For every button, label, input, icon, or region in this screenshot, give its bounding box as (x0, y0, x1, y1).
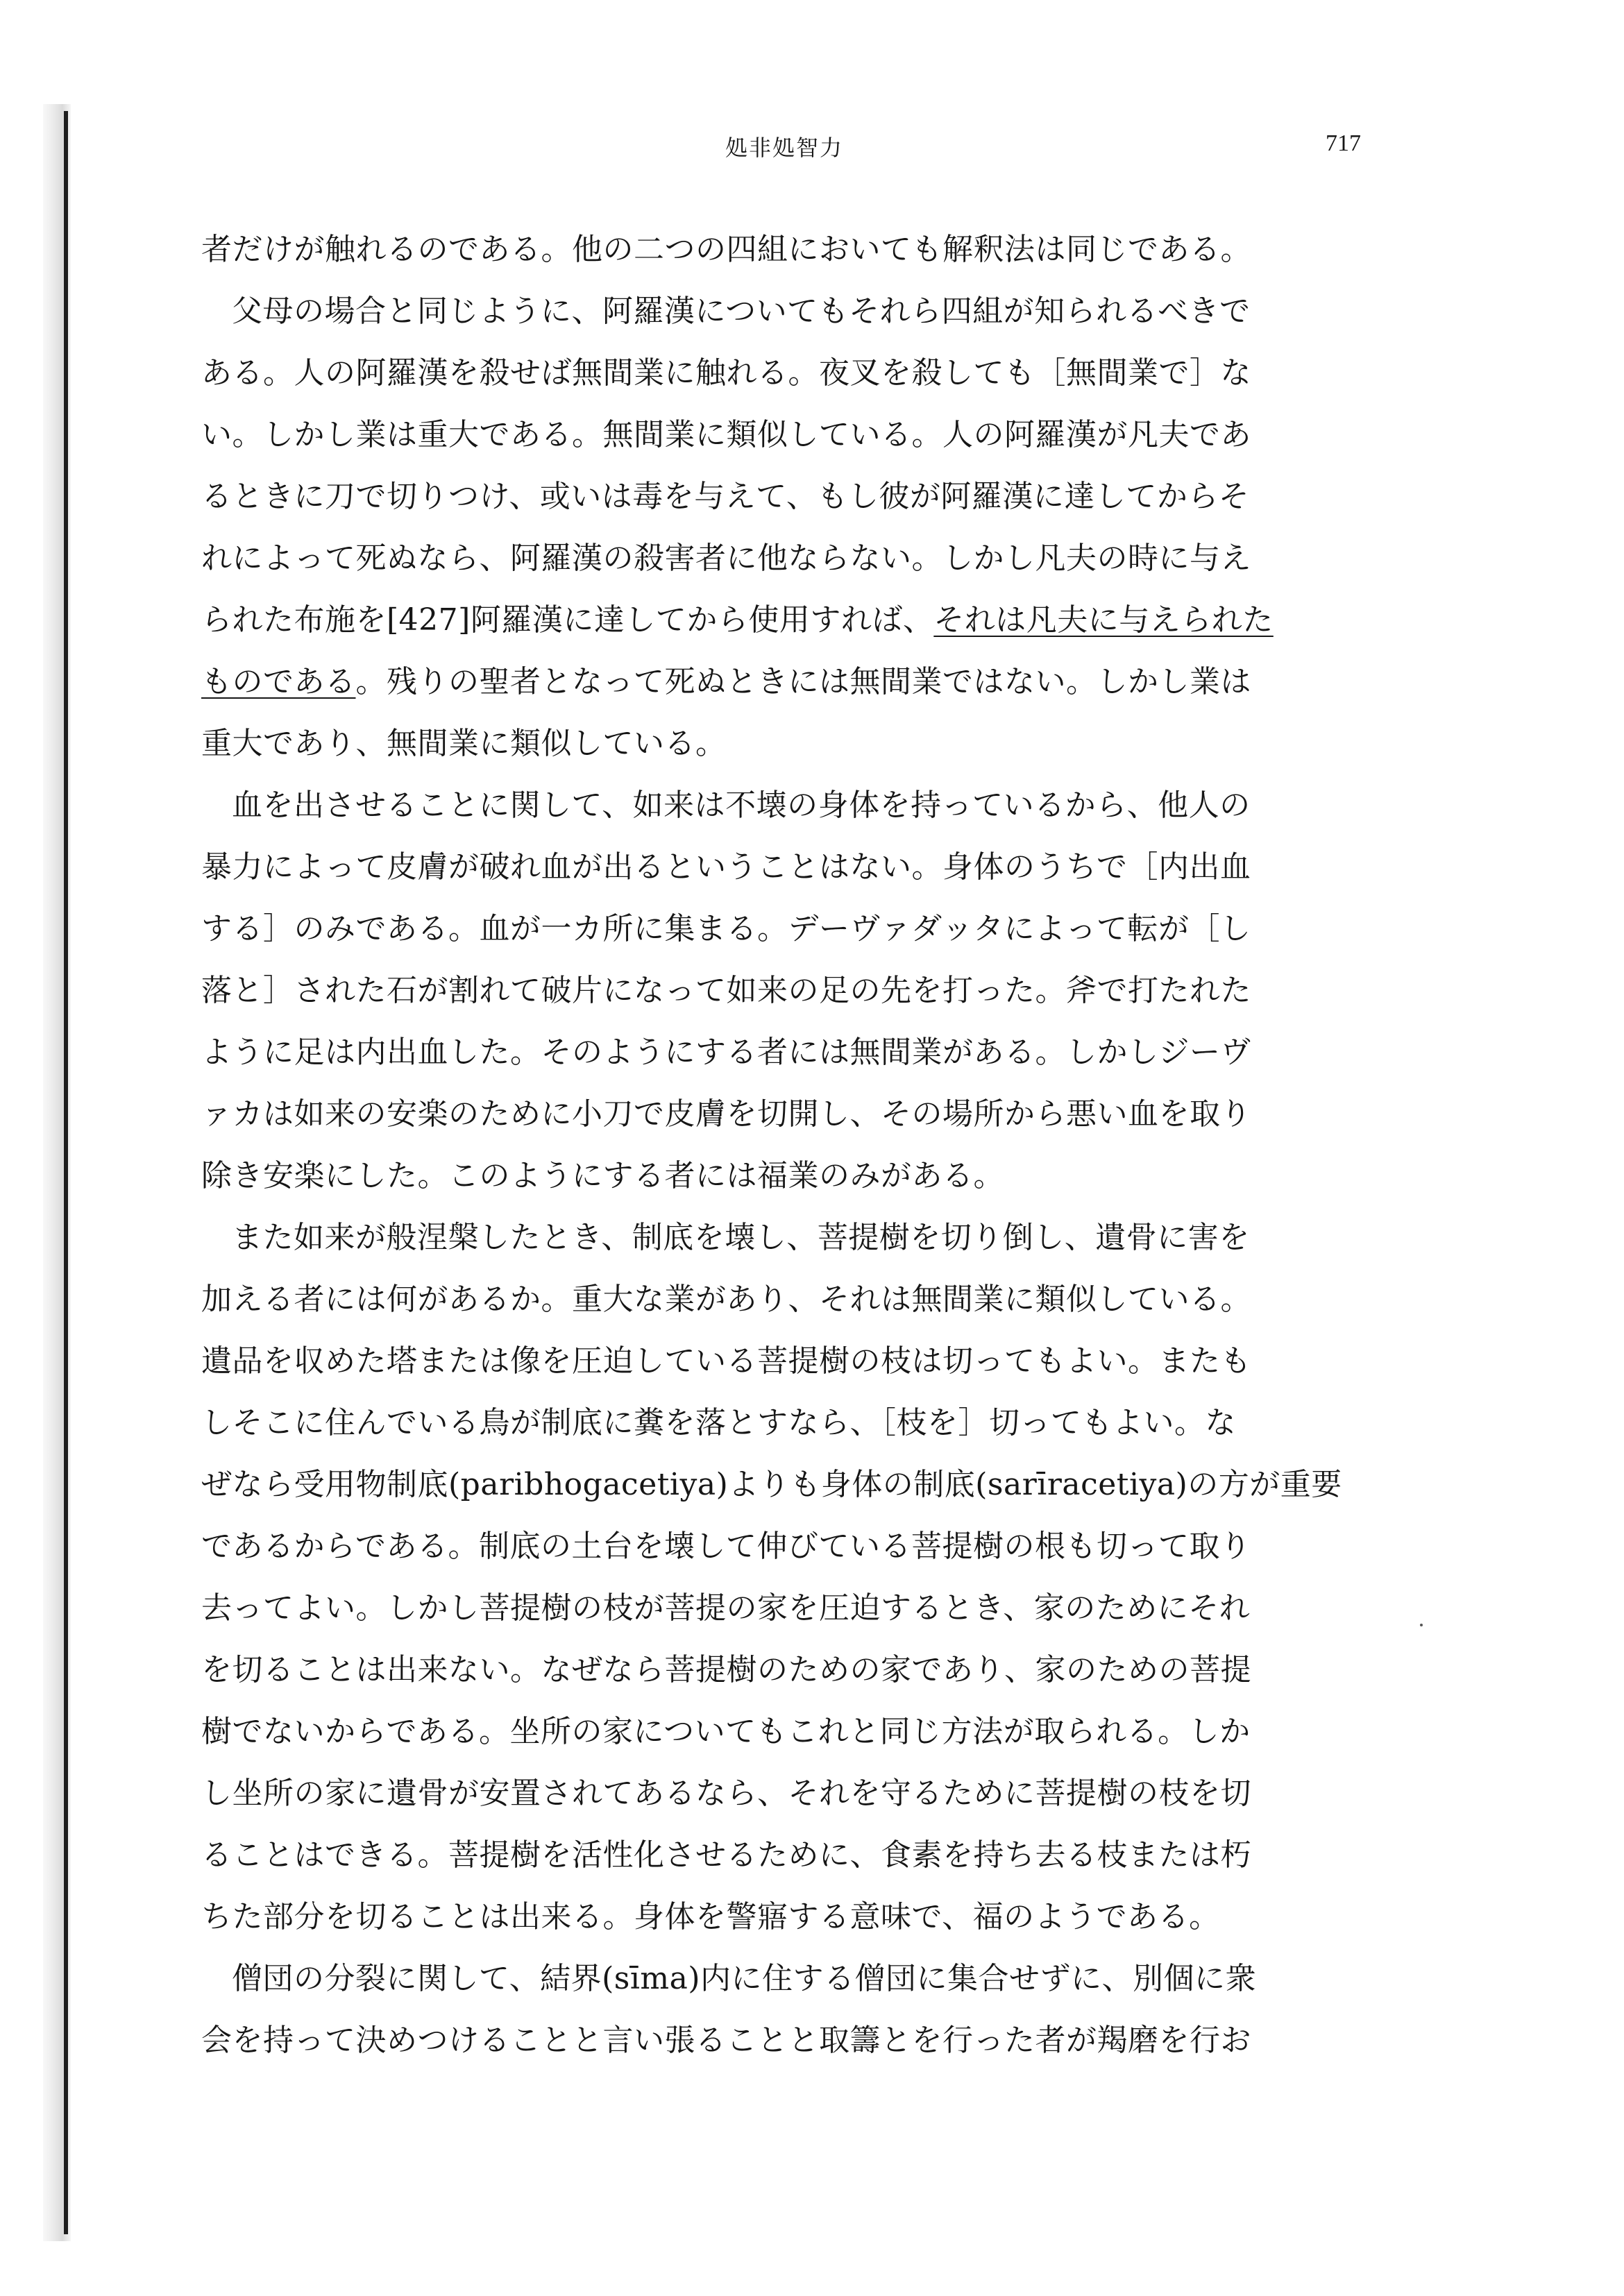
page-number: 717 (1326, 130, 1361, 156)
text-line: 会を持って決めつけることと言い張ることと取籌とを行った者が羯磨を行お (201, 2023, 1251, 2058)
text-line: 除き安楽にした。このようにする者には福業のみがある。 (201, 1158, 1004, 1193)
paragraph-first-line: 僧団の分裂に関して、結界(sīma)内に住する僧団に集合せずに、別個に衆 (232, 1961, 1257, 1996)
text-line: する］のみである。血が一カ所に集まる。デーヴァダッタによって転が［し (201, 911, 1251, 946)
chapter-title: 処非処智力 (725, 135, 844, 161)
text-line: しそこに住んでいる鳥が制底に糞を落とすなら、［枝を］切ってもよい。な (201, 1405, 1236, 1440)
paragraph-first-line: また如来が般涅槃したとき、制底を壊し、菩提樹を切り倒し、遺骨に害を (232, 1220, 1250, 1255)
text-line: 加える者には何があるか。重大な業があり、それは無間業に類似している。 (201, 1282, 1251, 1317)
text-span: 。残りの聖者となって死ぬときには無間業ではない。しかし業は (355, 664, 1251, 699)
text-line: ることはできる。菩提樹を活性化させるために、食素を持ち去る枝または朽 (201, 1837, 1251, 1873)
text-line: を切ることは出来ない。なぜなら菩提樹のための家であり、家のための菩提 (201, 1652, 1251, 1687)
page-binding-line (64, 111, 68, 2234)
text-line: 暴力によって皮膚が破れ血が出るということはない。身体のうちで［内出血 (201, 849, 1251, 885)
text-line: 遺品を収めた塔または像を圧迫している菩提樹の枝は切ってもよい。またも (201, 1343, 1251, 1379)
text-line: い。しかし業は重大である。無間業に類似している。人の阿羅漢が凡夫であ (201, 417, 1251, 452)
text-line: であるからである。制底の土台を壊して伸びている菩提樹の根も切って取り (201, 1529, 1251, 1564)
underlined-text: それは凡夫に与えられた (933, 602, 1274, 638)
text-line (201, 589, 1402, 651)
paragraph-first-line: 父母の場合と同じように、阿羅漢についてもそれら四組が知られるべきで (232, 294, 1251, 329)
text-line: るときに刀で切りつけ、或いは毒を与えて、もし彼が阿羅漢に達してからそ (201, 479, 1250, 514)
paragraph-first-line: 血を出させることに関して、如来は不壊の身体を持っているから、他人の (232, 788, 1251, 823)
underlined-text: ものである (201, 664, 356, 699)
text-span: られた布施を[427]阿羅漢に達してから使用すれば、 (201, 602, 934, 638)
running-header (0, 130, 1624, 172)
text-line: 者だけが触れるのである。他の二つの四組においても解釈法は同じである。 (201, 232, 1251, 267)
text-line: れによって死ぬなら、阿羅漢の殺害者に他ならない。しかし凡夫の時に与え (201, 541, 1251, 576)
text-line: 落と］された石が割れて破片になって如来の足の先を打った。斧で打たれた (201, 973, 1251, 1008)
text-line: ぜなら受用物制底(paribhogacetiya)よりも身体の制底(sarīracetiya)の方が重要 (201, 1467, 1342, 1502)
text-line: ァカは如来の安楽のために小刀で皮膚を切開し、その場所から悪い血を取り (201, 1096, 1251, 1132)
margin-speck (1420, 1624, 1423, 1626)
body-text (201, 219, 1402, 2071)
text-line: し坐所の家に遺骨が安置されてあるなら、それを守るために菩提樹の枝を切 (201, 1776, 1251, 1811)
text-line: 去ってよい。しかし菩提樹の枝が菩提の家を圧迫するとき、家のためにそれ (201, 1590, 1251, 1626)
text-line: ちた部分を切ることは出来る。身体を警寤する意味で、福のようである。 (201, 1899, 1220, 1934)
text-line: 樹でないからである。坐所の家についてもこれと同じ方法が取られる。しか (201, 1714, 1251, 1749)
text-line: ある。人の阿羅漢を殺せば無間業に触れる。夜叉を殺しても［無間業で］な (201, 355, 1251, 391)
text-line (201, 651, 1402, 713)
text-line: 重大であり、無間業に類似している。 (201, 726, 727, 761)
text-line: ように足は内出血した。そのようにする者には無間業がある。しかしジーヴ (201, 1035, 1251, 1070)
